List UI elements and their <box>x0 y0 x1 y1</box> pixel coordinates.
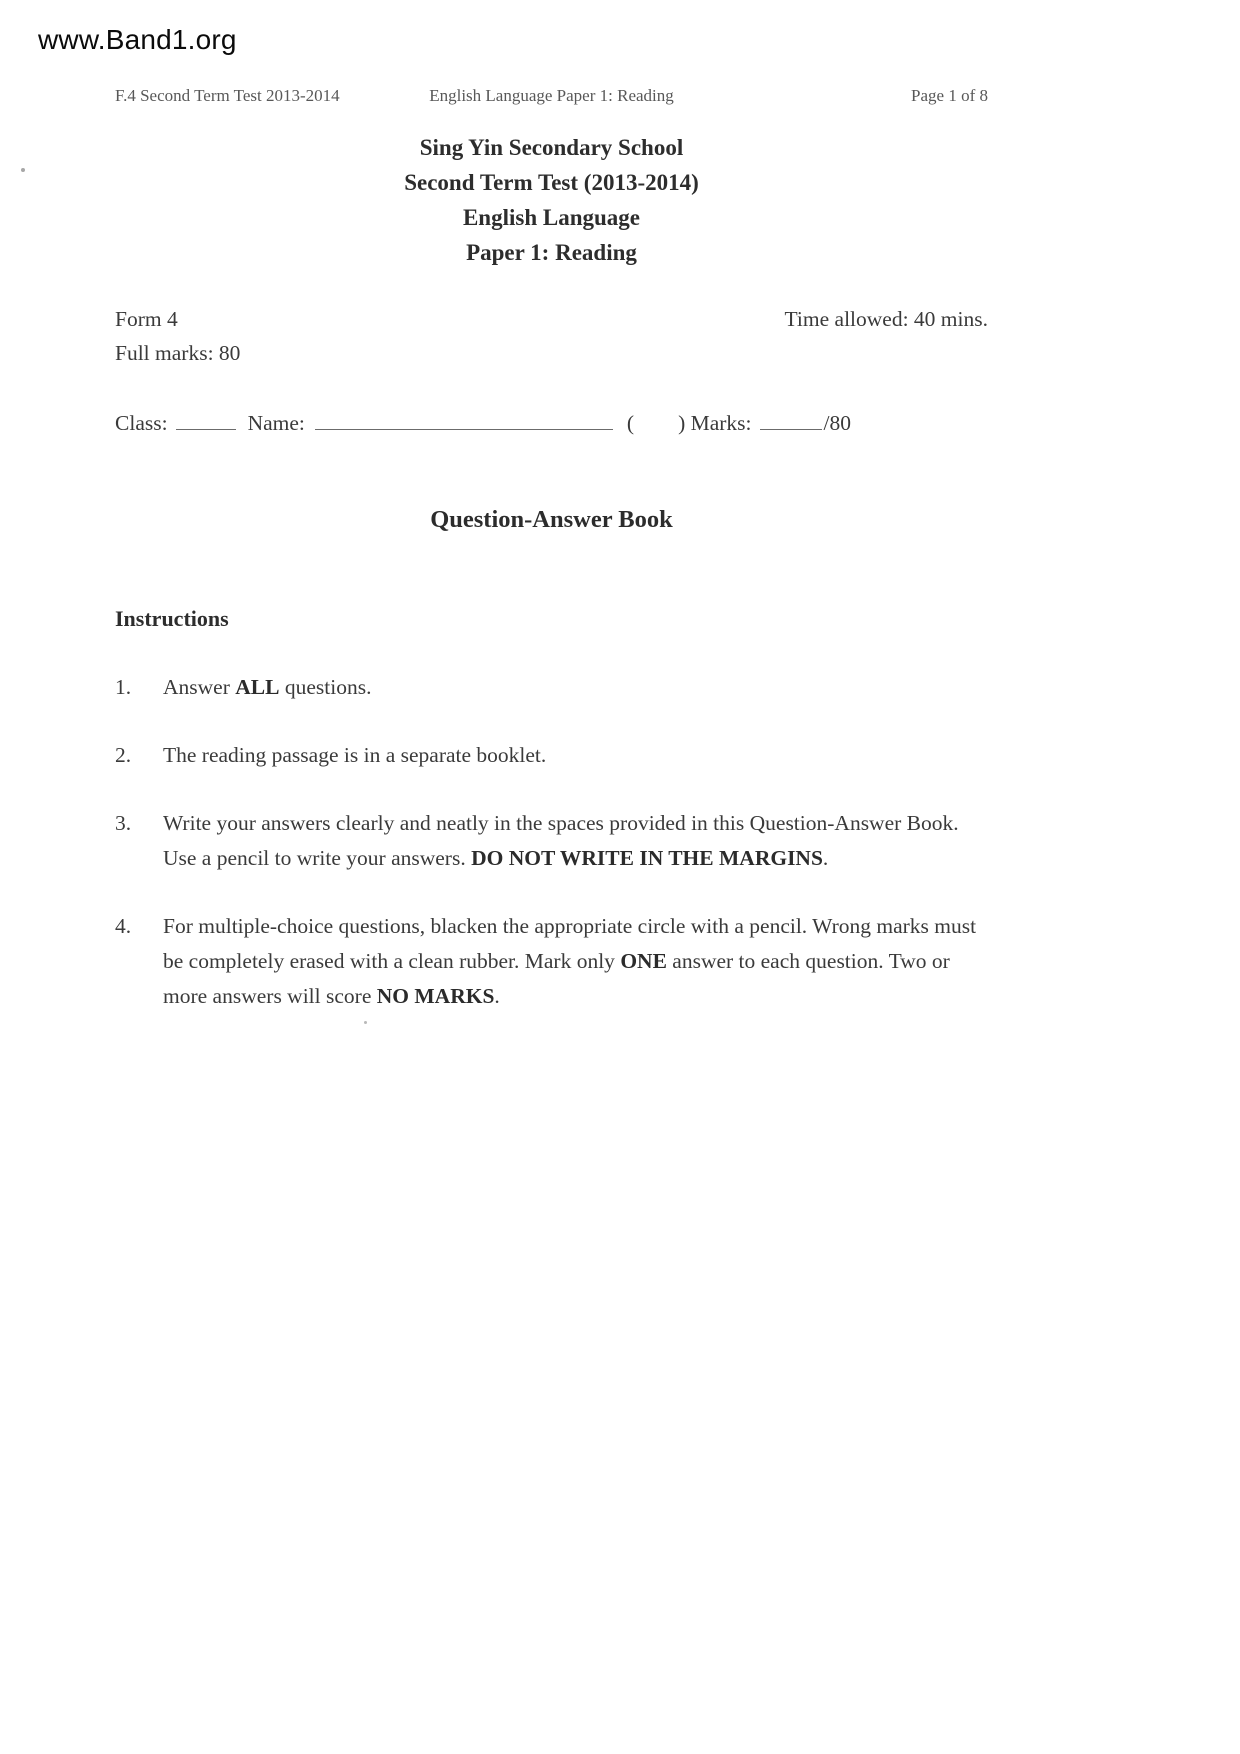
question-answer-book-title: Question-Answer Book <box>430 506 673 533</box>
marks-denominator: /80 <box>823 411 852 435</box>
name-label: Name: <box>247 411 305 435</box>
class-number-bracket-close: ) <box>678 411 686 435</box>
header-page-number: Page 1 of 8 <box>911 86 988 105</box>
school-name: Sing Yin Secondary School <box>419 135 684 160</box>
test-name: Second Term Test (2013-2014) <box>404 170 699 195</box>
marks-blank-field <box>760 407 822 430</box>
meta-row <box>115 302 988 336</box>
instruction-text: Write your answers clearly and neatly in the spaces provided in this Question-Answer Book. Use a pencil to write your answers. DO NOT WRITE IN THE MARGINS. <box>163 811 959 870</box>
class-blank-field <box>176 407 236 430</box>
instruction-text: Answer ALL questions. <box>163 675 372 699</box>
instruction-text: For multiple-choice questions, blacken the appropriate circle with a pencil. Wrong marks must be completely erased with a clean rubber. Mark only ONE answer to each question. Two or more answers will score NO MARKS. <box>163 914 977 1008</box>
subject-name: English Language <box>462 205 641 230</box>
instruction-number: 2. <box>115 743 132 767</box>
scan-artifact-dot <box>364 1021 367 1024</box>
title-block <box>115 130 988 270</box>
instruction-number: 3. <box>115 811 132 835</box>
class-label: Class: <box>115 411 168 435</box>
instruction-item-4 <box>115 909 988 1014</box>
header-paper-name: English Language Paper 1: Reading <box>429 86 674 105</box>
student-info-line <box>115 406 988 440</box>
instruction-item-2 <box>115 738 988 773</box>
paper-name: Paper 1: Reading <box>466 240 637 265</box>
marks-label: Marks: <box>690 411 752 435</box>
form-label: Form 4 <box>115 307 178 331</box>
header-test-name: F.4 Second Term Test 2013-2014 <box>115 86 340 105</box>
instruction-number: 4. <box>115 914 132 938</box>
instruction-item-1 <box>115 670 988 705</box>
instruction-text: The reading passage is in a separate booklet. <box>163 743 547 767</box>
instruction-item-3 <box>115 806 988 876</box>
full-marks-label: Full marks: 80 <box>115 341 241 365</box>
time-allowed-label: Time allowed: 40 mins. <box>784 307 988 331</box>
scan-artifact-dot <box>21 168 25 172</box>
class-number-bracket-open: ( <box>626 411 635 435</box>
instruction-number: 1. <box>115 675 132 699</box>
band1-watermark: www.Band1.org <box>38 24 237 55</box>
instructions-list <box>115 670 988 1014</box>
name-blank-field <box>315 407 613 430</box>
page-header <box>115 86 988 106</box>
instructions-heading: Instructions <box>115 606 229 631</box>
